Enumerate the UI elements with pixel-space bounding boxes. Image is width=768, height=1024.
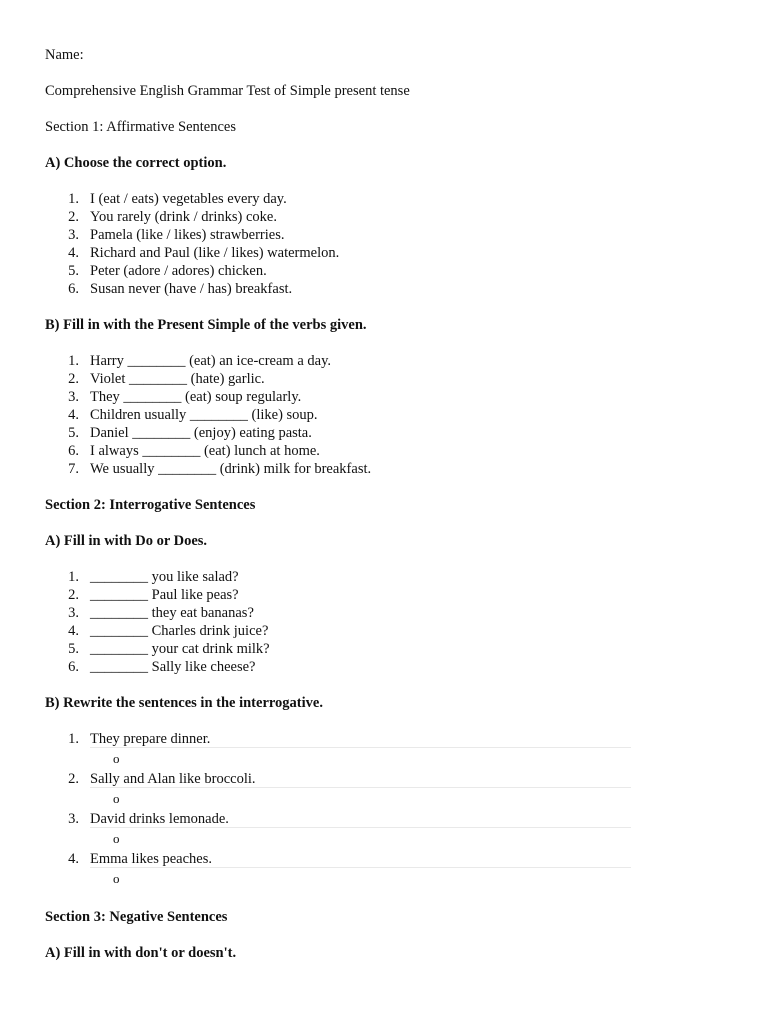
item-number: 2. xyxy=(68,771,79,787)
list-item xyxy=(45,640,645,658)
item-number: 1. xyxy=(68,731,79,747)
answer-bullet: o xyxy=(113,791,120,806)
list-item xyxy=(45,388,645,406)
list-item xyxy=(45,810,645,828)
item-text: ________ you like salad? xyxy=(90,569,239,585)
section1-partB-list xyxy=(45,352,645,478)
item-text: ________ they eat bananas? xyxy=(90,605,254,621)
list-item xyxy=(45,262,645,280)
answer-line[interactable] xyxy=(90,827,631,828)
list-item xyxy=(45,190,645,208)
list-item xyxy=(45,226,645,244)
item-number: 6. xyxy=(68,443,79,459)
item-text: You rarely (drink / drinks) coke. xyxy=(90,209,277,225)
list-item xyxy=(45,622,645,640)
section2-heading: Section 2: Interrogative Sentences xyxy=(45,497,256,513)
section2-partA-list xyxy=(45,568,645,676)
answer-bullet: o xyxy=(113,751,120,766)
item-text: I always ________ (eat) lunch at home. xyxy=(90,443,320,459)
item-number: 2. xyxy=(68,371,79,387)
list-item xyxy=(45,850,645,868)
list-item xyxy=(45,568,645,586)
item-number: 6. xyxy=(68,281,79,297)
list-item xyxy=(45,370,645,388)
section1-partA-heading: A) Choose the correct option. xyxy=(45,155,227,171)
worksheet xyxy=(45,46,645,980)
item-text: Violet ________ (hate) garlic. xyxy=(90,371,265,387)
list-item xyxy=(45,244,645,262)
item-text: David drinks lemonade. xyxy=(90,811,229,827)
item-number: 2. xyxy=(68,209,79,225)
item-text: We usually ________ (drink) milk for breakfast. xyxy=(90,461,372,477)
list-item xyxy=(45,352,645,370)
item-number: 1. xyxy=(68,569,79,585)
list-item xyxy=(45,208,645,226)
item-text: Harry ________ (eat) an ice-cream a day. xyxy=(90,353,332,369)
item-number: 4. xyxy=(68,851,79,867)
list-item xyxy=(45,730,645,748)
item-number: 5. xyxy=(68,263,79,279)
answer-bullet: o xyxy=(113,871,120,886)
item-text: Emma likes peaches. xyxy=(90,851,212,867)
item-text: Sally and Alan like broccoli. xyxy=(90,771,256,787)
item-text: Children usually ________ (like) soup. xyxy=(90,407,318,423)
item-number: 3. xyxy=(68,605,79,621)
item-number: 2. xyxy=(68,587,79,603)
item-text: Richard and Paul (like / likes) watermelon. xyxy=(90,245,340,261)
section2-partB-list xyxy=(45,730,645,890)
item-text: ________ your cat drink milk? xyxy=(90,641,270,657)
item-text: ________ Sally like cheese? xyxy=(90,659,256,675)
item-text: They ________ (eat) soup regularly. xyxy=(90,389,302,405)
item-number: 5. xyxy=(68,641,79,657)
answer-bullet: o xyxy=(113,831,120,846)
name-label: Name: xyxy=(45,47,84,63)
list-item xyxy=(45,442,645,460)
item-number: 4. xyxy=(68,245,79,261)
item-text: They prepare dinner. xyxy=(90,731,211,747)
section3-partA-heading: A) Fill in with don't or doesn't. xyxy=(45,945,237,961)
item-number: 3. xyxy=(68,811,79,827)
item-number: 1. xyxy=(68,353,79,369)
list-item xyxy=(45,770,645,788)
list-item xyxy=(45,586,645,604)
section2-partB-heading: B) Rewrite the sentences in the interrogative. xyxy=(45,695,323,711)
answer-line[interactable] xyxy=(90,867,631,868)
item-number: 1. xyxy=(68,191,79,207)
test-title: Comprehensive English Grammar Test of Simple present tense xyxy=(45,83,410,99)
list-item xyxy=(45,280,645,298)
item-number: 6. xyxy=(68,659,79,675)
list-item xyxy=(45,406,645,424)
answer-line[interactable] xyxy=(90,747,631,748)
item-text: Daniel ________ (enjoy) eating pasta. xyxy=(90,425,312,441)
item-text: Pamela (like / likes) strawberries. xyxy=(90,227,285,243)
section3-heading: Section 3: Negative Sentences xyxy=(45,909,228,925)
item-text: Peter (adore / adores) chicken. xyxy=(90,263,267,279)
item-text: ________ Charles drink juice? xyxy=(90,623,269,639)
answer-line[interactable] xyxy=(90,787,631,788)
item-number: 4. xyxy=(68,623,79,639)
item-text: ________ Paul like peas? xyxy=(90,587,239,603)
list-item xyxy=(45,604,645,622)
list-item xyxy=(45,424,645,442)
item-number: 4. xyxy=(68,407,79,423)
list-item xyxy=(45,460,645,478)
section1-partB-heading: B) Fill in with the Present Simple of the verbs given. xyxy=(45,317,367,333)
item-number: 5. xyxy=(68,425,79,441)
section2-partA-heading: A) Fill in with Do or Does. xyxy=(45,533,208,549)
item-text: Susan never (have / has) breakfast. xyxy=(90,281,293,297)
item-number: 3. xyxy=(68,389,79,405)
item-number: 7. xyxy=(68,461,79,477)
section1-partA-list xyxy=(45,190,645,298)
item-number: 3. xyxy=(68,227,79,243)
item-text: I (eat / eats) vegetables every day. xyxy=(90,191,287,207)
list-item xyxy=(45,658,645,676)
section1-heading: Section 1: Affirmative Sentences xyxy=(45,119,237,135)
